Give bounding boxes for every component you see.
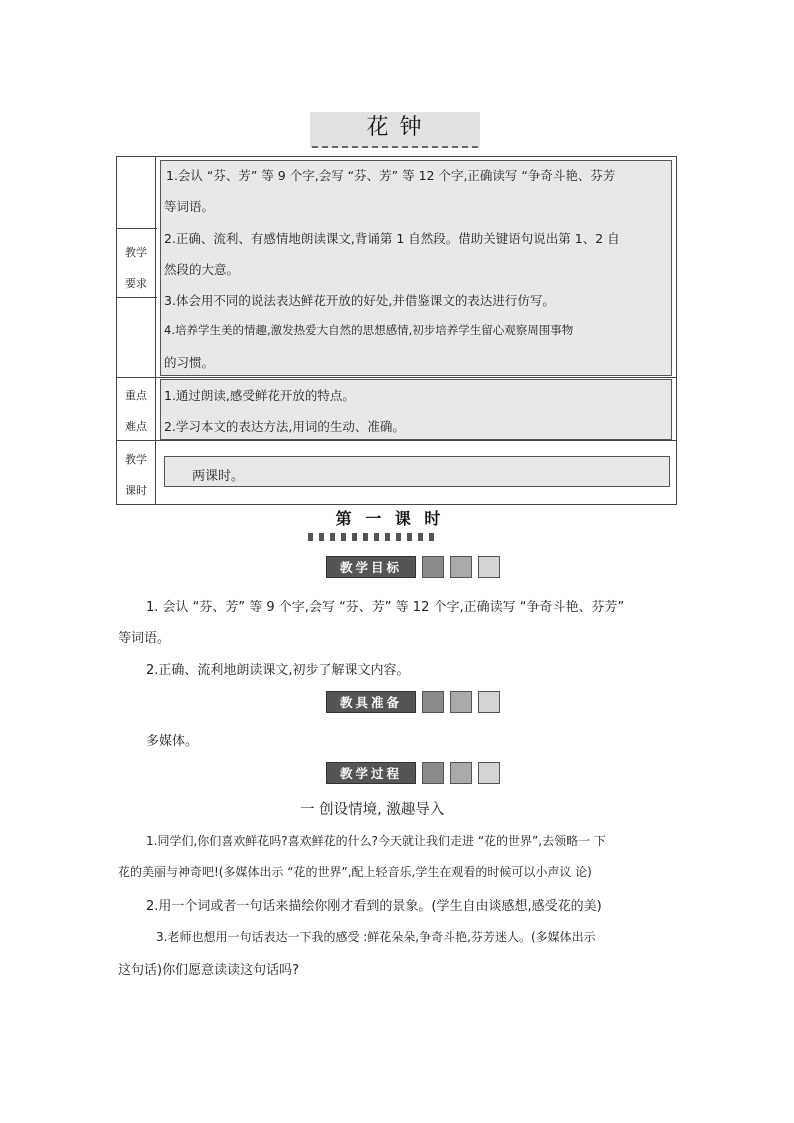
objective-line: 等词语。 bbox=[118, 631, 171, 646]
requirement-line: 1.会认 “芬、芳” 等 9 个字,会写 “芬、芳” 等 12 个字,正确读写 “争奇斗艳、芬芳 bbox=[166, 168, 616, 183]
requirement-line: 然段的大意。 bbox=[164, 262, 240, 277]
requirements-label-1: 教学 bbox=[125, 246, 147, 259]
requirements-label-2: 要求 bbox=[125, 277, 147, 290]
banner-square bbox=[450, 762, 472, 784]
requirement-line: 等词语。 bbox=[164, 199, 215, 214]
process-line: 3.老师也想用一句话表达一下我的感受 :鲜花朵朵,争奇斗艳,芬芳迷人。(多媒体出示 bbox=[156, 930, 596, 944]
banner-square bbox=[450, 691, 472, 713]
teaching-time-label-2: 课时 bbox=[125, 484, 147, 497]
process-line: 1.同学们,你们喜欢鲜花吗?喜欢鲜花的什么?今天就让我们走进 “花的世界”,去领略一 下 bbox=[146, 834, 606, 848]
preparation-banner-label: 教具准备 bbox=[326, 691, 416, 713]
preparation-text: 多媒体。 bbox=[146, 734, 199, 749]
requirement-line: 的习惯。 bbox=[164, 355, 215, 370]
process-line: 2.用一个词或者一句话来描绘你刚才看到的景象。(学生自由谈感想,感受花的美) bbox=[146, 899, 602, 914]
requirement-line: 4.培养学生美的情趣,激发热爱大自然的思想感情,初步培养学生留心观察周围事物 bbox=[164, 323, 574, 337]
banner-square bbox=[422, 556, 444, 578]
objectives-banner-label: 教学目标 bbox=[326, 556, 416, 578]
banner-square bbox=[478, 556, 500, 578]
banner-square bbox=[478, 691, 500, 713]
banner-square bbox=[422, 691, 444, 713]
requirement-line: 2.正确、流利、有感情地朗读课文,背诵第 1 自然段。借助关键语句说出第 1、2 自 bbox=[164, 231, 620, 246]
process-line: 这句话)你们愿意读读这句话吗? bbox=[118, 963, 299, 978]
banner-square bbox=[478, 762, 500, 784]
teaching-time-label-1: 教学 bbox=[125, 453, 147, 466]
title-dashed-underline bbox=[312, 146, 478, 148]
process-sub-heading: 一 创设情境, 激趣导入 bbox=[300, 802, 445, 818]
requirement-line: 3.体会用不同的说法表达鲜花开放的好处,并借鉴课文的表达进行仿写。 bbox=[164, 293, 555, 308]
key-point-line: 2.学习本文的表达方法,用词的生动、准确。 bbox=[164, 419, 405, 434]
objective-line: 1. 会认 “芬、芳” 等 9 个字,会写 “芬、芳” 等 12 个字,正确读写 “争奇斗艳、芬芳” bbox=[146, 600, 625, 615]
key-points-label-1: 重点 bbox=[125, 389, 147, 402]
lesson-title: 第 一 课 时 bbox=[335, 509, 445, 528]
process-line: 花的美丽与神奇吧!(多媒体出示 “花的世界”,配上轻音乐,学生在观看的时候可以小声议 论) bbox=[118, 865, 592, 879]
teaching-time-value: 两课时。 bbox=[192, 469, 245, 484]
process-banner-label: 教学过程 bbox=[326, 762, 416, 784]
banner-square bbox=[450, 556, 472, 578]
objective-line: 2.正确、流利地朗读课文,初步了解课文内容。 bbox=[146, 663, 410, 678]
page-title: 花 钟 bbox=[366, 115, 424, 140]
key-points-label-2: 难点 bbox=[125, 420, 147, 433]
lesson-title-decoration bbox=[308, 533, 440, 541]
banner-square bbox=[422, 762, 444, 784]
key-point-line: 1.通过朗读,感受鲜花开放的特点。 bbox=[164, 388, 355, 403]
